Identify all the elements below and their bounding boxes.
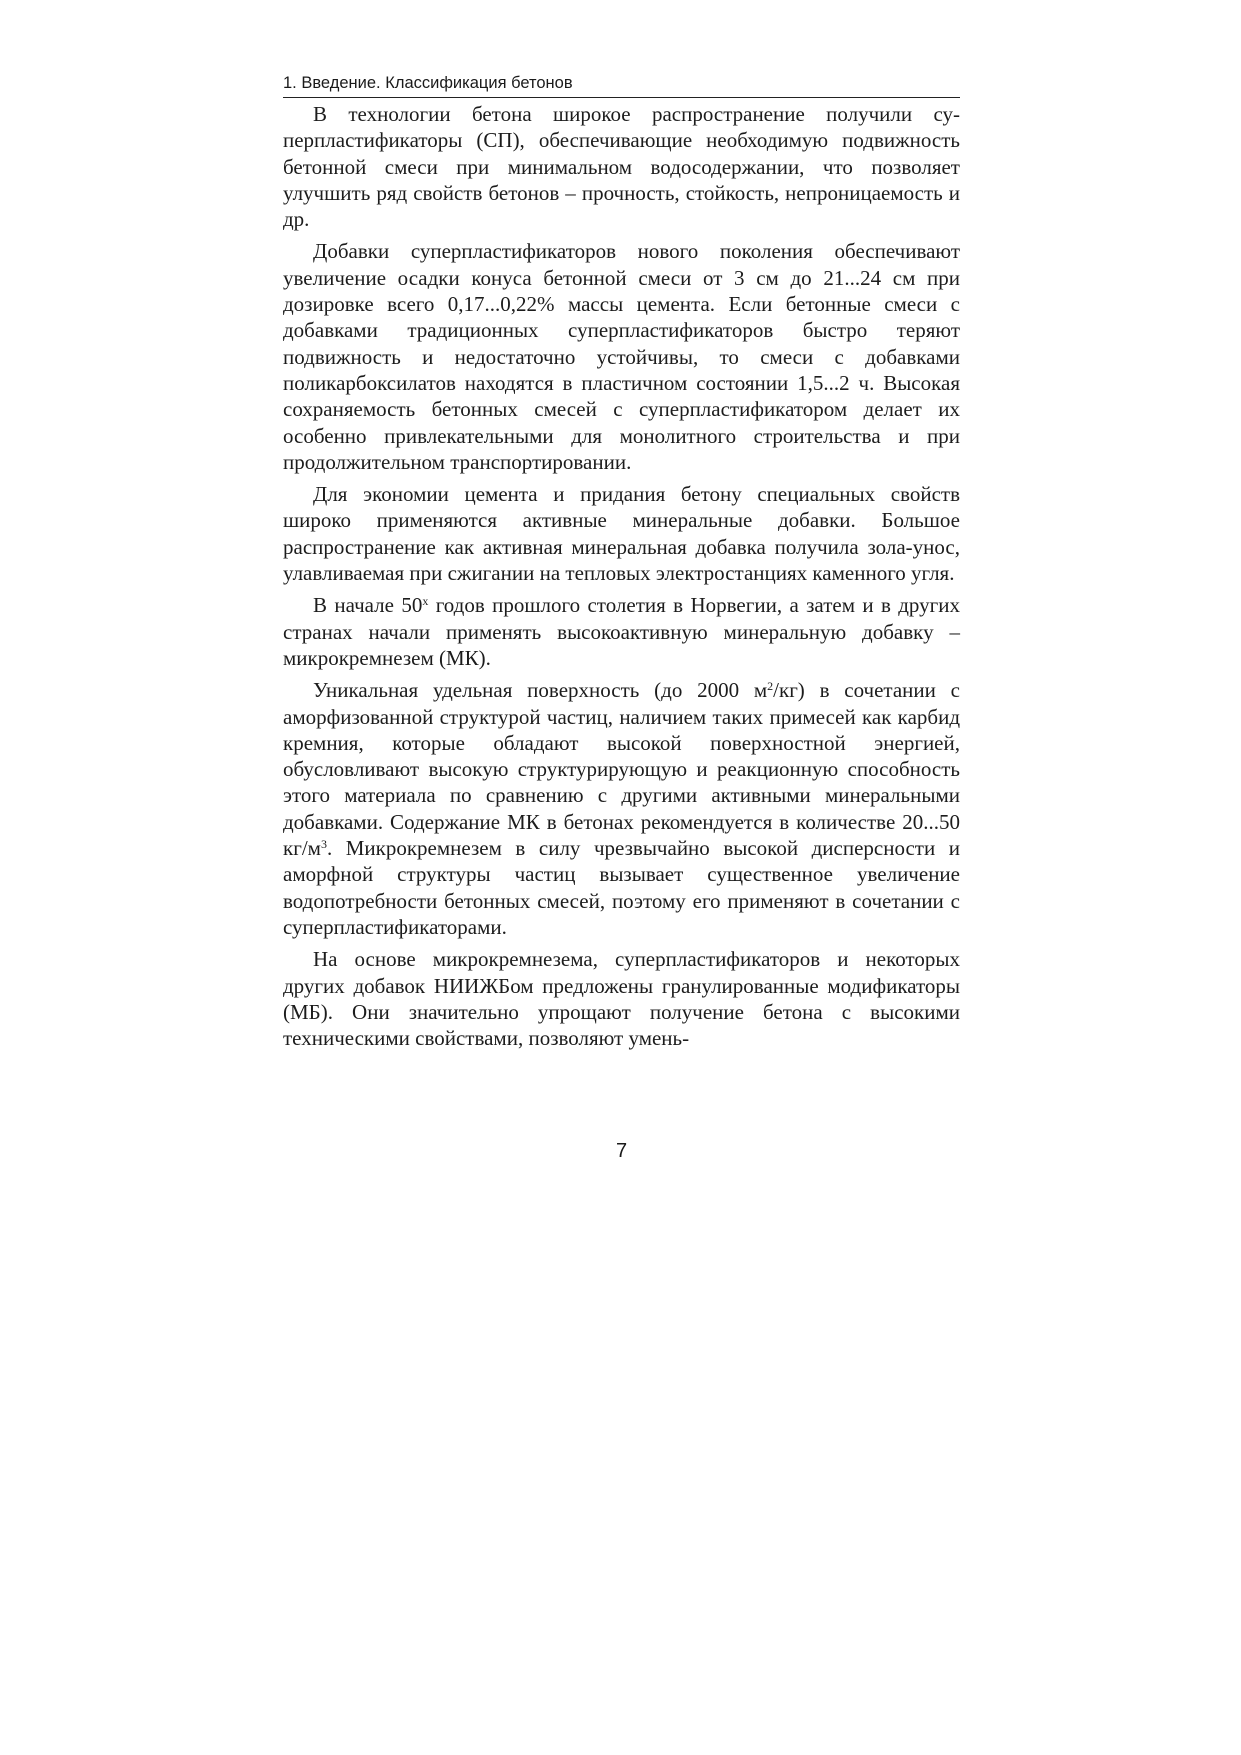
running-header: 1. Введение. Классификация бетонов (283, 74, 573, 92)
paragraph-4-text-a: В начале 50 (313, 593, 423, 618)
paragraph-4-superscript: х (422, 594, 429, 609)
paragraph-5-superscript-2: 3 (320, 837, 327, 852)
paragraph-6: На основе микрокремнезема, суперпластификаторов и некоторых других добавок НИИЖБом предложены гранулированные модификаторы (МБ). Они значительно упрощают получение бетона с высокими техническими свойствами, позволяют умень- (283, 947, 960, 1051)
paragraph-2: Добавки суперпластификаторов нового поколения обеспечивают увеличение осадки конуса бетонной смеси от 3 см до 21...24 см при дозировке всего 0,17...0,22% массы цемента. Если бетонные смеси с добавками традиционных суперпластификаторов быстро теряют подвижность и недостаточно устойчивы, то смеси с добавками поликарбоксилатов находятся в пластичном состоянии 1,5...2 ч. Высокая сохраняемость бетонных смесей с суперпластификатором делает их особенно привлекательными для монолитного строительства и при продолжительном транспортировании. (283, 239, 960, 474)
paragraph-5-superscript-1: 2 (767, 679, 774, 694)
paragraph-4-text-b: годов прошлого столетия в Норвегии, а затем и в других странах начали применять высокоактивную минеральную добавку – микрокремнезем (МК). (283, 593, 960, 670)
header-rule (283, 97, 960, 98)
paragraph-5-text-c: . Микрокремнезем в силу чрезвычайно высокой дисперсности и аморфной структуры частиц вызывает существенное увеличение водопотребности бетонных смесей, поэтому его применяют в сочетании с суперпластификаторами. (283, 836, 960, 939)
paragraph-3: Для экономии цемента и придания бетону специальных свойств широко применяются активные минеральные добавки. Большое распространение как активная минеральная добавка получила зола-унос, улавливаемая при сжигании на тепловых электростанциях каменного угля. (283, 482, 960, 586)
page-number: 7 (615, 1140, 628, 1162)
paragraph-5 (283, 677, 960, 940)
paragraph-4 (283, 592, 960, 671)
paragraph-1: В технологии бетона широкое распространение получили суперпластификаторы (СП), обеспечивающие необходимую подвижность бетонной смеси при минимальном водосодержании, что позволяет улучшить ряд свойств бетонов – прочность, стойкость, непроницаемость и др. (283, 102, 960, 232)
paragraph-5-text-b: /кг) в сочетании с аморфизованной структурой частиц, наличием таких примесей как карбид кремния, которые обладают высокой поверхностной энергией, обусловливают высокую структурирующую и реакционную способность этого материала по сравнению с другими активными минеральными добавками. Содержание МК в бетонах рекомендуется в количестве 20...50 кг/м (283, 678, 960, 861)
paragraph-5-text-a: Уникальная удельная поверхность (до 2000 м (313, 678, 768, 703)
body-text (283, 101, 960, 1057)
